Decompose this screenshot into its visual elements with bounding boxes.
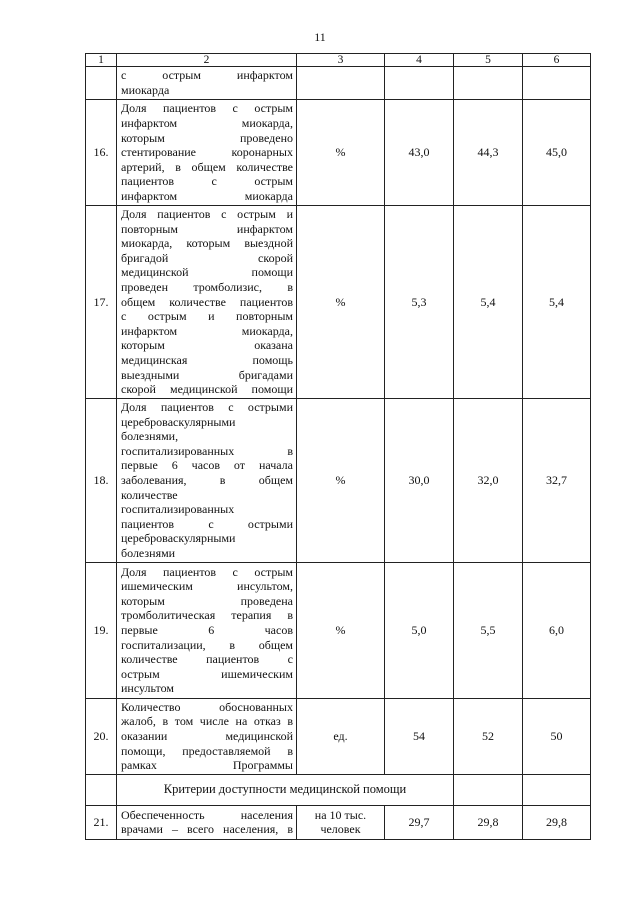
value-col-6: 50 [523, 698, 591, 774]
value-col-4 [385, 67, 454, 100]
header-col-4: 4 [385, 54, 454, 67]
description-line: заболевания, в общем [121, 472, 293, 487]
unit-cell: % [297, 398, 385, 562]
description-line: Доля пациентов с острыми [121, 399, 293, 414]
description-line: госпитализированных в [121, 443, 293, 458]
description-line: болезнями [121, 545, 176, 560]
description-line: повторным инфарктом [121, 221, 293, 236]
section-empty-cell [454, 774, 523, 805]
description-line: госпитализированных [121, 502, 235, 517]
indicator-description [117, 805, 297, 839]
unit-cell [297, 67, 385, 100]
description-line: первые 6 часов [121, 622, 293, 637]
description-line: пациентов с острыми [121, 516, 293, 531]
indicator-description [117, 698, 297, 774]
row-number: 17. [86, 206, 117, 399]
description-line: которым оказана [121, 338, 293, 353]
table-row [86, 67, 591, 100]
description-line: госпитализации, в общем [121, 637, 293, 652]
value-col-5: 29,8 [454, 805, 523, 839]
description-line: общем количестве пациентов [121, 294, 293, 309]
unit-cell: % [297, 206, 385, 399]
description-line: бригадой скорой [121, 250, 293, 265]
description-line: инфарктом миокарда, [121, 323, 293, 338]
section-empty-cell [523, 774, 591, 805]
description-line: Доля пациентов с острым и [121, 207, 293, 221]
table-row [86, 562, 591, 698]
unit-line: на 10 тыс. [314, 808, 367, 823]
description-line: врачами – всего населения, в [121, 822, 293, 837]
description-line: инфарктом миокарда, [121, 116, 293, 131]
description-line: миокарда, которым выездной [121, 236, 293, 251]
unit-cell: ед. [297, 698, 385, 774]
description-line: жалоб, в том числе на отказ в [121, 714, 293, 729]
header-col-6: 6 [523, 54, 591, 67]
value-col-4: 43,0 [385, 100, 454, 206]
row-number: 16. [86, 100, 117, 206]
description-line: медицинской помощи [121, 265, 293, 280]
value-col-4: 29,7 [385, 805, 454, 839]
page-number: 11 [314, 30, 326, 44]
indicators-table [85, 53, 591, 840]
unit-cell [297, 805, 385, 839]
unit-cell: % [297, 100, 385, 206]
value-col-4: 30,0 [385, 398, 454, 562]
description-line: артерий, в общем количестве [121, 159, 293, 174]
description-line: Доля пациентов с острым [121, 564, 293, 579]
header-col-3: 3 [297, 54, 385, 67]
description-line: тромболитическая терапия в [121, 608, 293, 623]
header-col-5: 5 [454, 54, 523, 67]
description-line: медицинская помощь [121, 352, 293, 367]
row-number: 19. [86, 562, 117, 698]
description-line: помощи, предоставляемой в [121, 743, 293, 758]
section-row [86, 774, 591, 805]
description-line: миокарда [121, 83, 170, 97]
description-line: стентирование коронарных [121, 145, 293, 160]
description-line: острым ишемическим [121, 666, 293, 681]
value-col-6: 6,0 [523, 562, 591, 698]
description-line: болезнями, [121, 429, 179, 444]
unit-cell: % [297, 562, 385, 698]
value-col-4: 5,3 [385, 206, 454, 399]
description-line: инсультом [121, 681, 174, 696]
value-col-5 [454, 67, 523, 100]
section-title: Критерии доступности медицинской помощи [117, 774, 454, 805]
description-line: с острым и повторным [121, 309, 293, 324]
description-line: Обеспеченность населения [121, 807, 293, 822]
value-col-6: 29,8 [523, 805, 591, 839]
description-line: рамках Программы [121, 758, 293, 773]
value-col-6: 32,7 [523, 398, 591, 562]
indicator-description [117, 398, 297, 562]
description-line: инфарктом миокарда [121, 188, 293, 203]
description-line: Количество обоснованных [121, 699, 293, 714]
indicator-description [117, 67, 297, 100]
unit-line: человек [320, 822, 361, 837]
description-line: количестве [121, 487, 178, 502]
row-number [86, 67, 117, 100]
indicator-description [117, 206, 297, 399]
table-row [86, 698, 591, 774]
header-col-2: 2 [117, 54, 297, 67]
description-line: цереброваскулярными [121, 414, 236, 429]
header-row [86, 54, 591, 67]
description-line: которым проведена [121, 593, 293, 608]
value-col-4: 5,0 [385, 562, 454, 698]
value-col-6: 45,0 [523, 100, 591, 206]
value-col-4: 54 [385, 698, 454, 774]
indicator-description [117, 562, 297, 698]
table-row [86, 100, 591, 206]
row-number: 18. [86, 398, 117, 562]
description-line: первые 6 часов от начала [121, 458, 293, 473]
description-line: пациентов с острым [121, 174, 293, 189]
description-line: которым проведено [121, 130, 293, 145]
description-line: с острым инфарктом [121, 68, 293, 83]
value-col-5: 5,4 [454, 206, 523, 399]
value-col-5: 44,3 [454, 100, 523, 206]
row-number: 20. [86, 698, 117, 774]
row-number: 21. [86, 805, 117, 839]
header-col-1: 1 [86, 54, 117, 67]
table-row [86, 206, 591, 399]
description-line: оказании медицинской [121, 728, 293, 743]
value-col-6 [523, 67, 591, 100]
description-line: проведен тромболизис, в [121, 279, 293, 294]
description-line: количестве пациентов с [121, 652, 293, 667]
section-empty-cell [86, 774, 117, 805]
table-row [86, 805, 591, 839]
value-col-5: 52 [454, 698, 523, 774]
description-line: цереброваскулярными [121, 531, 236, 546]
value-col-5: 5,5 [454, 562, 523, 698]
value-col-5: 32,0 [454, 398, 523, 562]
description-line: Доля пациентов с острым [121, 101, 293, 116]
description-line: скорой медицинской помощи [121, 382, 293, 397]
description-line: выездными бригадами [121, 367, 293, 382]
table-row [86, 398, 591, 562]
value-col-6: 5,4 [523, 206, 591, 399]
description-line: ишемическим инсультом, [121, 579, 293, 594]
indicator-description [117, 100, 297, 206]
